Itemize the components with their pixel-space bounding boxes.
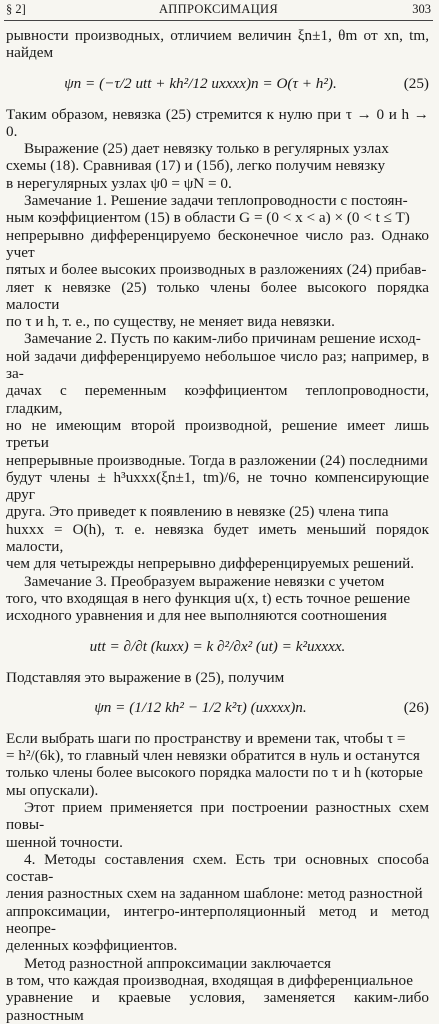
text-line: непрерывно дифференцируемо бесконечное число раз. Однако учет <box>6 226 429 261</box>
text-line: в том, что каждая производная, входящая в дифференциальное <box>6 971 414 989</box>
text-line: шенной точности. <box>6 833 123 851</box>
text-line: Таким образом, невязка (25) стремится к нулю при τ → 0 и h → 0. <box>6 105 429 140</box>
text-line: но не имеющим второй производной, решение имеет лишь третьи <box>6 416 429 452</box>
text-line: ляет к невязке (25) только члены более высокого порядка малости <box>6 278 429 313</box>
equation-26 <box>6 690 429 726</box>
text-line: Этот прием применяется при построении разностных схем повы- <box>6 798 429 834</box>
text-line: уравнение и краевые условия, заменяется каким-либо разностным <box>6 989 429 1024</box>
text-line: ления разностных схем на заданном шаблоне: метод разностной <box>6 885 423 903</box>
text-line: дачах с переменным коэффициентом теплопроводности, гладким, <box>6 382 429 417</box>
text-line: деленных коэффициентов. <box>6 937 178 955</box>
text-line: будут члены ± h³uxxx(ξn±1, tm)/6, не точно компенсирующие друг <box>6 468 429 504</box>
text-line: в нерегулярных узлах ψ0 = ψN = 0. <box>6 174 232 192</box>
text-line: Подставляя это выражение в (25), получим <box>6 668 285 686</box>
equation-unnumbered <box>6 629 429 665</box>
text-line: = h²/(6k), то главный член невязки обратится в нуль и останутся <box>6 747 420 765</box>
text-line: только члены более высокого порядка малости по τ и h (которые <box>6 764 423 782</box>
text-line: непрерывные производные. Тогда в разложении (24) последними <box>6 451 428 469</box>
text-line: чем для четырежды непрерывно дифференцируемых решений. <box>6 555 415 573</box>
text-line: по τ и h, т. е., по существу, не меняет вида невязки. <box>6 313 335 331</box>
equation-number: (25) <box>403 74 429 92</box>
text-line: huxxx = O(h), т. е. невязка будет иметь меньший порядок малости, <box>6 520 429 556</box>
running-header <box>6 2 431 20</box>
text-line: ной задачи дифференцируемо небольшое число раз; например, в за- <box>6 347 429 383</box>
equation-number: (26) <box>403 699 429 717</box>
text-line: аппроксимации, интегро-интерполяционный метод и метод неопре- <box>6 902 429 938</box>
remark-3: Замечание 3. Преобразуем выражение невязки с учетом <box>24 572 385 590</box>
equation-25 <box>6 66 429 102</box>
remark-2: Замечание 2. Пусть по каким-либо причинам решение исход- <box>24 330 421 348</box>
equation-body: ψn = (1/12 kh² − 1/2 k²τ) (uxxxx)n. <box>94 699 307 717</box>
page-title: АППРОКСИМАЦИЯ <box>158 2 279 16</box>
text-line: Выражение (25) дает невязку только в регулярных узлах <box>24 140 389 158</box>
text-line: Метод разностной аппроксимации заключается <box>24 954 332 972</box>
section-heading-methods: 4. Методы составления схем. Есть три основных способа состав- <box>6 850 429 886</box>
text-line: пятых и более высоких производных в разложениях (24) прибав- <box>6 261 427 279</box>
section-marker: § 2] <box>6 2 26 16</box>
header-rule <box>4 20 433 21</box>
page-number: 303 <box>412 2 431 16</box>
text-line: рывности производных, отличием величин ξn±1, θm от xn, tm, найдем <box>6 27 429 62</box>
text-line: схемы (18). Сравнивая (17) и (15б), легко получим невязку <box>6 157 386 175</box>
equation-body: ψn = (−τ/2 utt + kh²/12 uxxxx)n = O(τ + h²). <box>64 74 337 92</box>
text-line: друга. Это приведет к появлению в невязке (25) члена типа <box>6 503 389 521</box>
text-line: Если выбрать шаги по пространству и времени так, чтобы τ = <box>6 729 406 747</box>
page-body <box>6 27 429 1024</box>
text-line: ным коэффициентом (15) в области G = (0 < x < a) × (0 < t ≤ T) <box>6 209 410 227</box>
remark-1: Замечание 1. Решение задачи теплопроводности с постоян- <box>24 192 408 210</box>
text-line: того, что входящая в него функция u(x, t) есть точное решение <box>6 589 411 607</box>
equation-body: utt = ∂/∂t (kuxx) = k ∂²/∂x² (ut) = k²uxxxx. <box>89 637 346 655</box>
text-line: мы опускали). <box>6 781 99 799</box>
text-line: исходного уравнения и для нее выполняются соотношения <box>6 607 387 625</box>
